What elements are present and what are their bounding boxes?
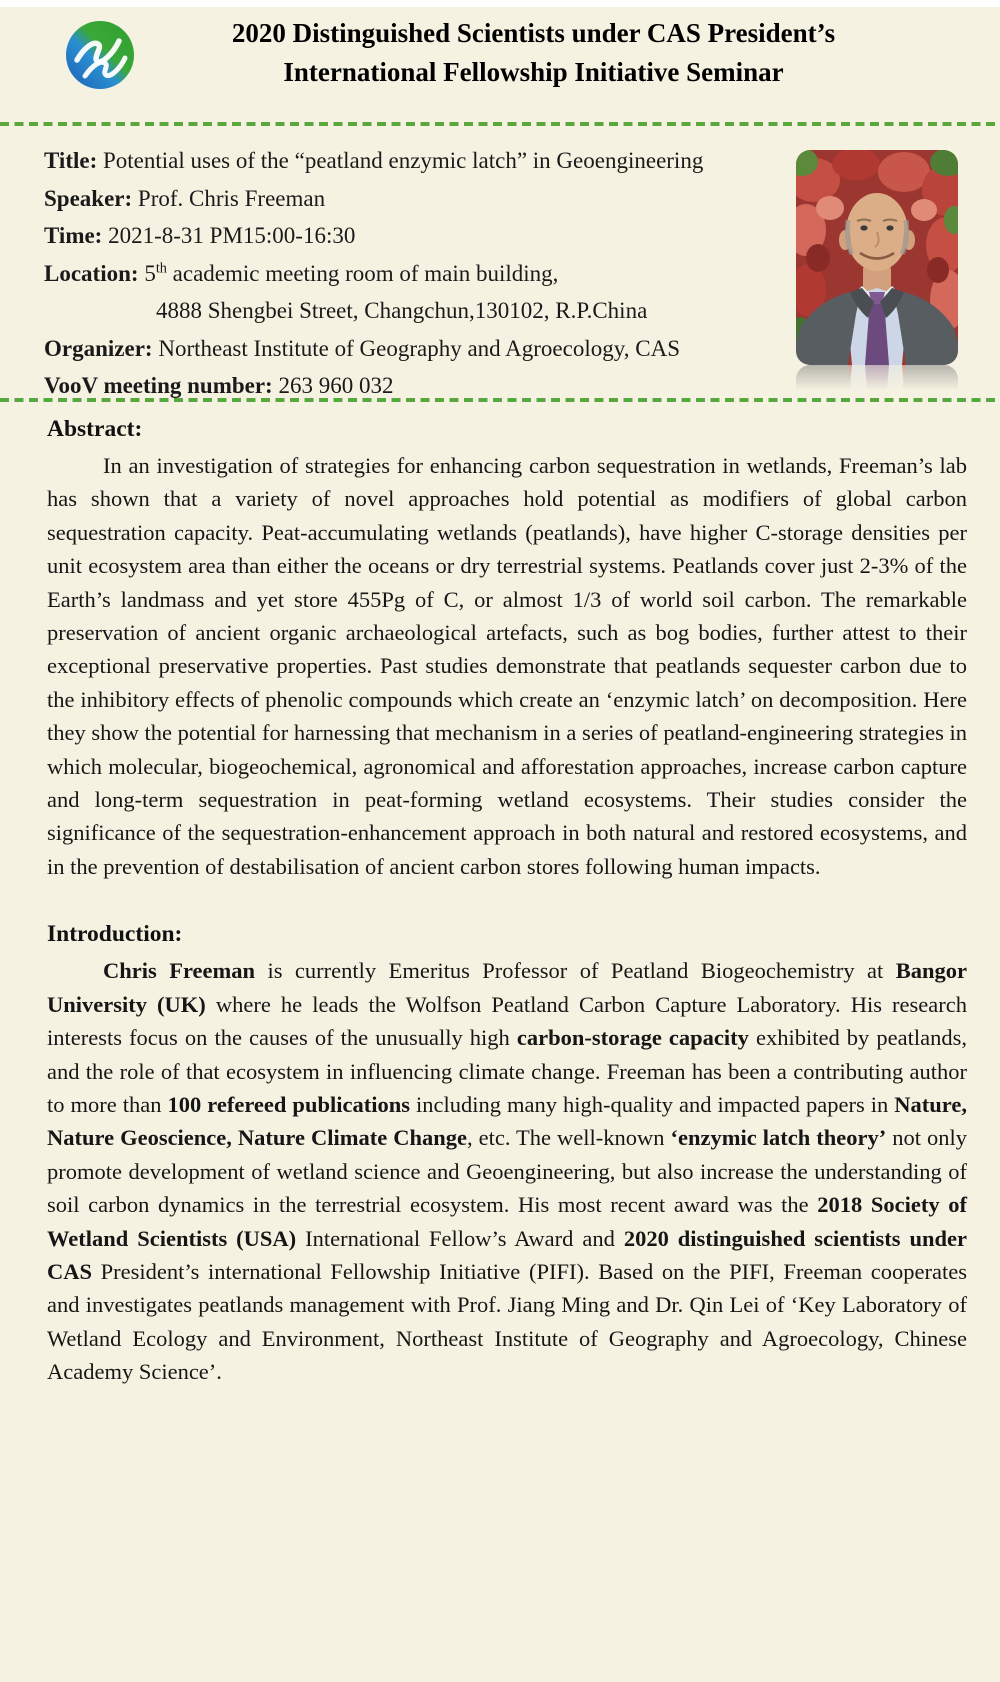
info-location: Location: 5th academic meeting room of main building, — [44, 259, 559, 286]
info-time: Time: 2021-8-31 PM15:00-16:30 — [44, 223, 356, 248]
flyer-body — [0, 402, 1000, 1389]
abstract-heading: Abstract: — [47, 416, 143, 442]
seminar-title — [137, 14, 930, 92]
institute-globe-logo-icon — [64, 19, 136, 91]
speaker-photo — [796, 150, 958, 393]
speaker-portrait-image — [796, 150, 958, 365]
introduction-paragraph: Chris Freeman is currently Emeritus Professor of Peatland Biogeochemistry at Bangor University (UK) where he leads the Wolfson Peatland Carbon Capture Laboratory. His research interests focus on the causes of the unusually high carbon-storage capacity exhibited by peatlands, and the role of that ecosystem in influencing climate change. Freeman has been a contributing author to more than 100 refereed publications including many high-quality and impacted papers in Nature, Nature Geoscience, Nature Climate Change, etc. The well-known ‘enzymic latch theory’ not only promote development of wetland science and Geoengineering, but also increase the understanding of soil carbon dynamics in the terrestrial ecosystem. His most recent award was the 2018 Society of Wetland Scientists (USA) International Fellow’s Award and 2020 distinguished scientists under CAS President’s international Fellowship Initiative (PIFI). Based on the PIFI, Freeman cooperates and investigates peatlands management with Prof. Jiang Ming and Dr. Qin Lei of ‘Key Laboratory of Wetland Ecology and Environment, Northeast Institute of Geography and Agroecology, Chinese Academy Science’. — [47, 958, 967, 1385]
info-voov-number: VooV meeting number: 263 960 032 — [44, 373, 394, 398]
seminar-title-line1: 2020 Distinguished Scientists under CAS President’s — [231, 18, 836, 48]
info-location-address: 4888 Shengbei Street, Changchun,130102, R.P.China — [156, 298, 648, 323]
introduction-heading: Introduction: — [47, 921, 183, 948]
photo-reflection — [796, 365, 958, 393]
seminar-title-line2: International Fellowship Initiative Seminar — [283, 57, 784, 87]
seminar-info-section — [0, 126, 1000, 398]
info-speaker: Speaker: Prof. Chris Freeman — [44, 185, 326, 211]
abstract-paragraph: In an investigation of strategies for enhancing carbon sequestration in wetlands, Freeman’s lab has shown that a variety of novel approaches hold potential as modifiers of global carbon sequestration capacity. Peat-accumulating wetlands (peatlands), have higher C-storage densities per unit ecosystem area than either the oceans or dry terrestrial systems. Peatlands cover just 2-3% of the Earth’s landmass and yet store 455Pg of C, or almost 1/3 of world soil carbon. The remarkable preservation of ancient organic archaeological artefacts, such as bog bodies, further attest to their exceptional preservative properties. Past studies demonstrate that peatlands sequester carbon due to the inhibitory effects of phenolic compounds which create an ‘enzymic latch’ on decomposition. Here they show the potential for harnessing that mechanism in a series of peatland-engineering strategies in which molecular, biogeochemical, agronomical and afforestation approaches, increase carbon capture and long-term sequestration in peat-forming wetland ecosystems. Their studies consider the significance of the sequestration-enhancement approach in both natural and restored ecosystems, and in the prevention of destabilisation of ancient carbon stores following human impacts. — [47, 453, 967, 879]
info-organizer: Organizer: Northeast Institute of Geography and Agroecology, CAS — [44, 335, 680, 361]
info-title: Title: Potential uses of the “peatland enzymic latch” in Geoengineering — [44, 148, 704, 173]
flyer-header — [0, 0, 1000, 122]
